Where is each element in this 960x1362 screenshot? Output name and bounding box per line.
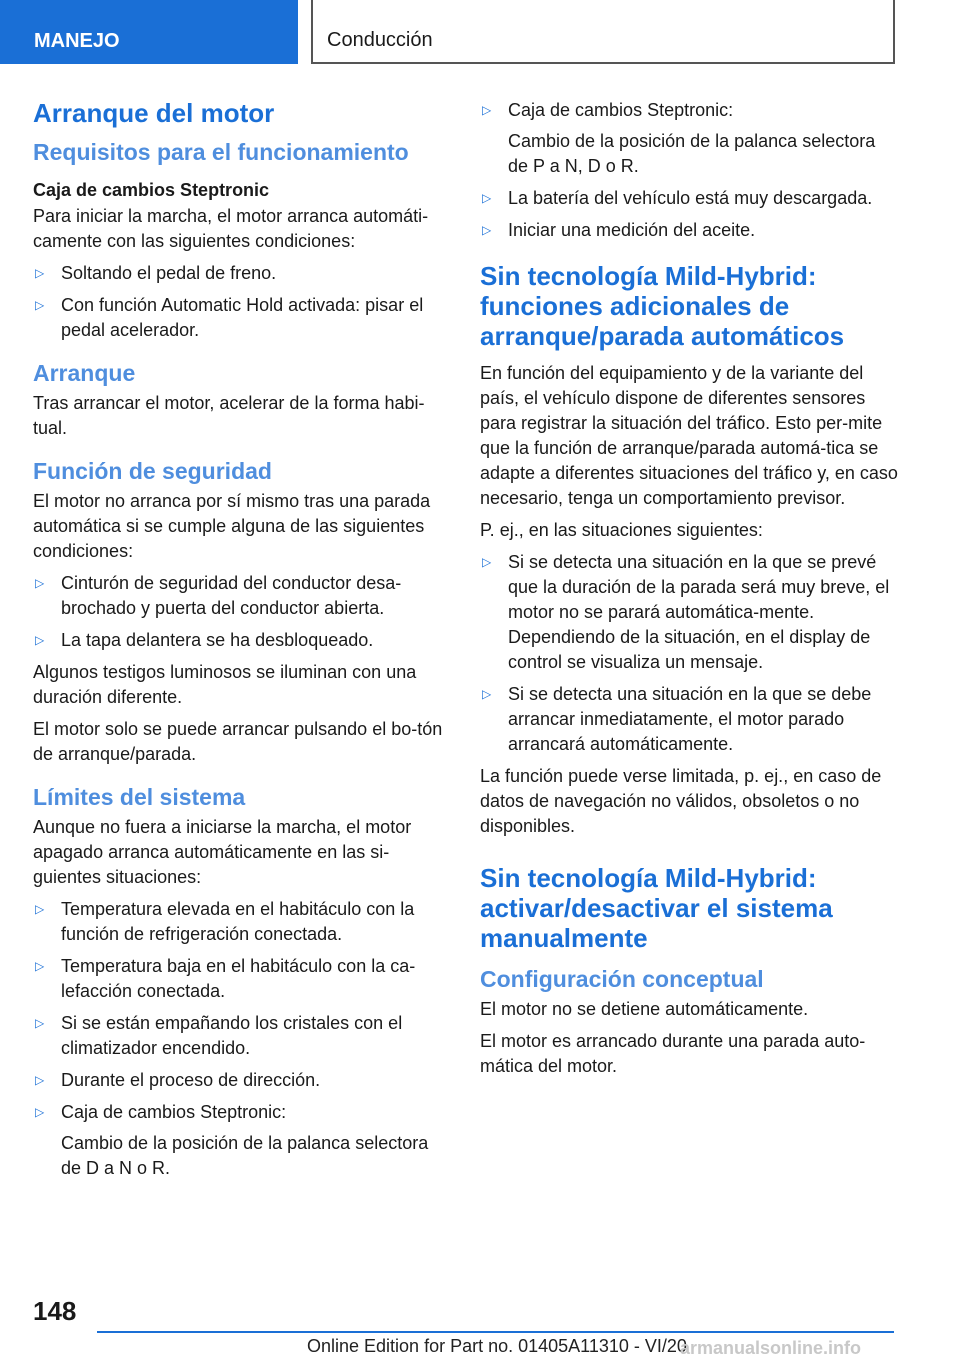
footer-divider xyxy=(97,1331,894,1333)
triangle-bullet-icon: ▷ xyxy=(35,576,45,590)
list-item: ▷ Cinturón de seguridad del conductor desa-brochado y puerta del conductor abierta. xyxy=(35,573,402,618)
chapter-tab xyxy=(311,0,895,64)
heading-mild-hybrid-funciones: Sin tecnología Mild-Hybrid: funciones adicionales de arranque/parada automáticos xyxy=(480,261,845,351)
section-tab xyxy=(0,0,298,64)
triangle-bullet-icon: ▷ xyxy=(35,1105,45,1119)
triangle-bullet-icon: ▷ xyxy=(35,266,45,280)
title-arranque-motor: Arranque del motor xyxy=(33,98,275,128)
heading-limites: Límites del sistema xyxy=(33,784,246,810)
list-ejemplos xyxy=(480,550,898,757)
heading-mild-hybrid-manual: Sin tecnología Mild-Hybrid: activar/desactivar el sistema manualmente xyxy=(480,863,833,953)
paragraph-config-2: El motor es arrancado durante una parada auto-mática del motor. xyxy=(480,1031,866,1076)
triangle-bullet-icon: ▷ xyxy=(482,103,492,117)
paragraph-testigos: Algunos testigos luminosos se iluminan con una duración diferente. xyxy=(33,662,417,707)
list-item: ▷ Durante el proceso de dirección. xyxy=(33,1068,451,1093)
list-item: ▷ Iniciar una medición del aceite. xyxy=(480,218,898,243)
list-item: ▷ La batería del vehículo está muy descargada. xyxy=(480,186,898,211)
list-item: ▷ Soltando el pedal de freno. xyxy=(33,261,451,286)
paragraph-seguridad: El motor no arranca por sí mismo tras una parada automática si se cumple alguna de las siguientes condiciones: xyxy=(33,491,431,561)
list-item: ▷ Caja de cambios Steptronic: Cambio de la posición de la palanca selectora de P a N, D o R. xyxy=(480,98,898,179)
list-seguridad xyxy=(33,571,451,653)
paragraph-ejemplos: P. ej., en las situaciones siguientes: xyxy=(480,520,763,540)
paragraph-limitada: La función puede verse limitada, p. ej., en caso de datos de navegación no válidos, obsoletos o no disponibles. xyxy=(480,766,882,836)
list-item: ▷ Si se detecta una situación en la que se debe arrancar inmediatamente, el motor parado arrancará automáticamente. xyxy=(482,684,872,754)
triangle-bullet-icon: ▷ xyxy=(35,959,45,973)
section-label: MANEJO xyxy=(34,30,120,52)
heading-configuracion: Configuración conceptual xyxy=(480,966,764,992)
list-limites-cont xyxy=(480,98,898,243)
list-item-subtext: Cambio de la posición de la palanca selectora de D a N o R. xyxy=(61,1133,429,1178)
paragraph-arranque: Tras arrancar el motor, acelerar de la forma habi-tual. xyxy=(33,393,425,438)
triangle-bullet-icon: ▷ xyxy=(482,223,492,237)
paragraph-boton: El motor solo se puede arrancar pulsando el bo-tón de arranque/parada. xyxy=(33,719,443,764)
list-item: ▷ Si se están empañando los cristales con el climatizador encendido. xyxy=(35,1013,403,1058)
page-number: 148 xyxy=(33,1296,77,1326)
paragraph-steptronic: Para iniciar la marcha, el motor arranca automáti-camente con las siguientes condiciones: xyxy=(33,206,429,251)
triangle-bullet-icon: ▷ xyxy=(482,555,492,569)
list-item: ▷ Si se detecta una situación en la que se prevé que la duración de la parada será muy breve, el motor no se parará automática-mente. Dependiendo de la situación, en el display de control se visualiza un mensaje. xyxy=(482,552,890,672)
heading-seguridad: Función de seguridad xyxy=(33,458,272,484)
heading-arranque: Arranque xyxy=(33,360,136,386)
footer-edition: Online Edition for Part no. 01405A11310 - VI/20 xyxy=(307,1336,687,1356)
triangle-bullet-icon: ▷ xyxy=(482,191,492,205)
triangle-bullet-icon: ▷ xyxy=(482,687,492,701)
triangle-bullet-icon: ▷ xyxy=(35,1016,45,1030)
list-item: ▷ Caja de cambios Steptronic: Cambio de la posición de la palanca selectora de D a N o R. xyxy=(33,1100,451,1181)
right-column xyxy=(480,98,898,1086)
list-limites xyxy=(33,897,451,1181)
list-item: ▷ Con función Automatic Hold activada: pisar el pedal acelerador. xyxy=(35,295,424,340)
chapter-label: Conducción xyxy=(327,29,433,51)
list-item: ▷ Temperatura elevada en el habitáculo con la función de refrigeración conectada. xyxy=(35,899,415,944)
watermark: armanualsonline.info xyxy=(680,1338,862,1358)
triangle-bullet-icon: ▷ xyxy=(35,902,45,916)
list-steptronic xyxy=(33,261,451,343)
paragraph-config-1: El motor no se detiene automáticamente. xyxy=(480,999,809,1019)
left-column xyxy=(33,98,451,1188)
heading-steptronic: Caja de cambios Steptronic xyxy=(33,180,270,200)
list-item: ▷ Temperatura baja en el habitáculo con la ca-lefacción conectada. xyxy=(35,956,416,1001)
triangle-bullet-icon: ▷ xyxy=(35,633,45,647)
list-item-subtext: Cambio de la posición de la palanca selectora de P a N, D o R. xyxy=(508,131,876,176)
paragraph-limites: Aunque no fuera a iniciarse la marcha, el motor apagado arranca automáticamente en las si-guientes situaciones: xyxy=(33,817,412,887)
heading-requisitos: Requisitos para el funcionamiento xyxy=(33,139,409,165)
list-item: ▷ La tapa delantera se ha desbloqueado. xyxy=(33,628,451,653)
triangle-bullet-icon: ▷ xyxy=(35,1073,45,1087)
paragraph-mild-hybrid: En función del equipamiento y de la variante del país, el vehículo dispone de diferentes sensores para registrar la situación del tráfico. Esto per-mite que la función de arranque/parada automá-tica se adapte a diferentes situaciones del tráfico y, en caso necesario, tenga un comportamiento previsor. xyxy=(480,363,898,508)
triangle-bullet-icon: ▷ xyxy=(35,298,45,312)
